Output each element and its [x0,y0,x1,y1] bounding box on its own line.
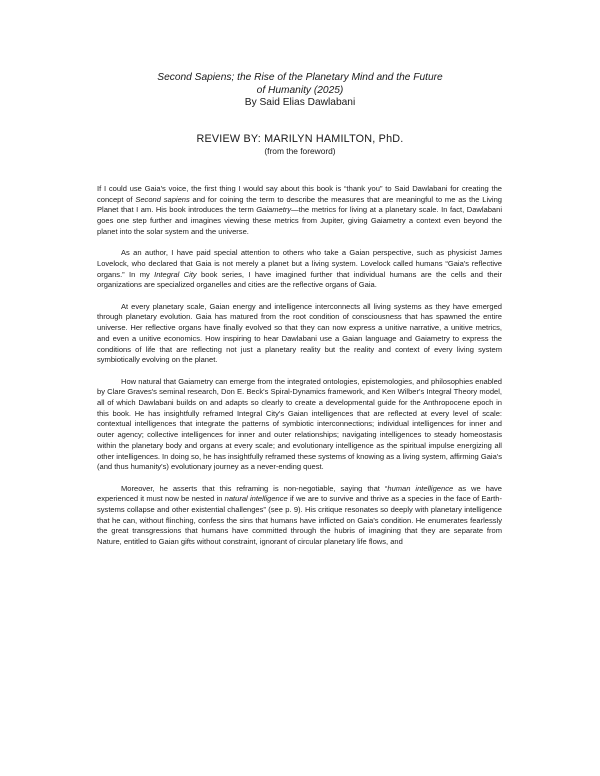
p1-italic-gaiametry: Gaiametry [256,205,292,215]
p1-text-c: and for coining the term to describe the measures that are meaningful to me as the Living Planet that I am. His book introduces the term [97,194,502,215]
review-header [0,132,600,157]
book-author: By Said Elias Dawlabani [244,97,356,108]
paragraph-1 [97,184,502,238]
p1-text-e: —the metrics for living at a planetary scale. In fact, Dawlabani goes one step further and imagines viewing these metrics from Jupiter, giving Gaiametry a context even beyond the planet into the solar system and the universe. [97,205,502,236]
review-source: (from the foreword) [264,146,336,156]
paragraph-5 [97,484,502,548]
p2-text-a: As an author, I have paid special attention to others who take a Gaian perspective, such as physicist James Lovelock, who declared that Gaia is not merely a planet but a living system. Lovelock called humans “Gaia's reflective organs.” In my [97,248,502,279]
p2-italic-integral-city: Integral City [154,269,197,279]
p5-italic-human-intelligence: human intelligence [387,483,454,493]
book-header [0,72,600,110]
book-title-line-2: of Humanity (2025) [256,84,344,96]
review-byline: REVIEW BY: MARILYN HAMILTON, PhD. [196,133,404,145]
paragraph-4: How natural that Gaiametry can emerge from the integrated ontologies, epistemologies, and philosophies enabled by Clare Graves's seminal research, Don E. Beck's Spiral-Dynamics framework, and Ken Wilber's Integral Theory model, all of which Dawlabani builds on and adapts so clearly to create a developmental guide for the Anthropocene epoch in this book. He has insightfully reframed Integral City's Gaian intelligences that are reflected at every level of scale: contextual intelligences that integrate the patterns of symbiotic interconnections; individual intelligences for inner and outer agency; collective intelligences for inner and outer relationships; navigating intelligences to steady homeostasis within the planetary body and organs at every scale; and evolutionary intelligence as the spiritual impulse energizing all other intelligences. In doing so, he has insightfully reframed these systems of knowing as a living system, affirming Gaia's (and thus humanity's) evolutionary journey as a never-ending quest. [97,376,502,472]
review-body [97,184,502,559]
paragraph-3: At every planetary scale, Gaian energy and intelligence interconnects all living systems as they have emerged through planetary evolution. Gaia has matured from the root condition of consciousness that has spawned the entire universe. Her reflective organs have finally evolved so that they can now express a unitive narrative, a unitive metrics, and even a unitive economics. How inspiring to hear Dawlabani use a Gaian language and Gaiametry to express the conditions of life that are reflecting not just a planetary reality but the reality and context of every living system symbiotically evolving on the planet. [97,301,502,365]
paragraph-2 [97,248,502,291]
p5-text-e: if we are to survive and thrive as a species in the face of Earth-systems collapse and other existential challenges” (see p. 9). His critique resonates so deeply with planetary intelligence that he can, without flinching, confess the sins that humans have inflicted on Gaia's condition. He enumerates fearlessly the great transgressions that humans have committed through the hubris of imagining that they are separate from Nature, entitled to Gaian gifts without constraint, ignorant of circular planetary life flows, and [97,494,502,547]
p1-italic-second-sapiens: Second sapiens [135,194,190,204]
p5-text-c: as we have experienced it must now be nested in [97,483,502,504]
p2-text-c: book series, I have imagined further that individual humans are the cells and their organizations are specialized organelles and cities are the reflective organs of Gaia. [97,269,502,290]
p5-italic-natural-intelligence: natural intelligence [224,494,288,504]
p1-text-a: If I could use Gaia's voice, the first thing I would say about this book is “thank you” to Said Dawlabani for creating the concept of [97,184,502,204]
p5-text-a: Moreover, he asserts that this reframing is non-negotiable, saying that “ [121,483,388,493]
book-title-line-1: Second Sapiens; the Rise of the Planetary Mind and the Future [157,72,443,83]
